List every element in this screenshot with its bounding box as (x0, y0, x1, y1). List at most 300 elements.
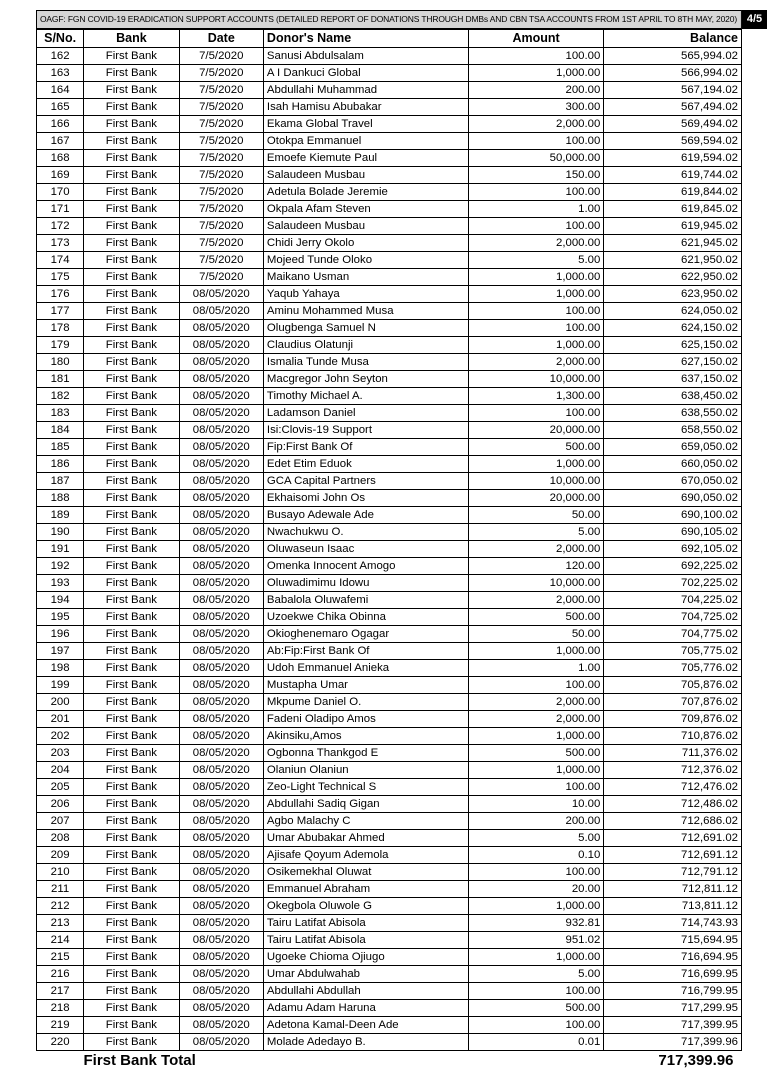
cell-date: 08/05/2020 (179, 864, 263, 881)
cell-sno: 218 (37, 1000, 84, 1017)
cell-bank: First Bank (84, 473, 179, 490)
cell-sno: 203 (37, 745, 84, 762)
report-header (36, 10, 767, 29)
cell-donor-name: Yaqub Yahaya (263, 286, 468, 303)
cell-bank: First Bank (84, 354, 179, 371)
cell-date: 7/5/2020 (179, 99, 263, 116)
cell-date: 7/5/2020 (179, 167, 263, 184)
table-row (37, 711, 742, 728)
cell-amount: 100.00 (468, 218, 604, 235)
table-row (37, 490, 742, 507)
table-row (37, 456, 742, 473)
cell-bank: First Bank (84, 133, 179, 150)
cell-bank: First Bank (84, 609, 179, 626)
cell-amount: 1,000.00 (468, 337, 604, 354)
cell-sno: 210 (37, 864, 84, 881)
cell-date: 7/5/2020 (179, 150, 263, 167)
cell-amount: 500.00 (468, 1000, 604, 1017)
cell-balance: 717,399.96 (604, 1034, 742, 1051)
page-number-badge: 4/5 (742, 10, 767, 29)
table-row (37, 847, 742, 864)
cell-sno: 202 (37, 728, 84, 745)
cell-bank: First Bank (84, 558, 179, 575)
cell-date: 08/05/2020 (179, 575, 263, 592)
cell-amount: 951.02 (468, 932, 604, 949)
cell-donor-name: Umar Abubakar Ahmed (263, 830, 468, 847)
cell-date: 08/05/2020 (179, 388, 263, 405)
cell-donor-name: Isi:Clovis-19 Support (263, 422, 468, 439)
cell-donor-name: Zeo-Light Technical S (263, 779, 468, 796)
cell-donor-name: Salaudeen Musbau (263, 167, 468, 184)
cell-bank: First Bank (84, 286, 179, 303)
table-row (37, 201, 742, 218)
cell-balance: 712,691.12 (604, 847, 742, 864)
cell-amount: 2,000.00 (468, 711, 604, 728)
cell-balance: 715,694.95 (604, 932, 742, 949)
cell-donor-name: Salaudeen Musbau (263, 218, 468, 235)
cell-sno: 184 (37, 422, 84, 439)
cell-donor-name: Abdullahi Abdullah (263, 983, 468, 1000)
cell-date: 08/05/2020 (179, 507, 263, 524)
cell-sno: 178 (37, 320, 84, 337)
cell-date: 08/05/2020 (179, 541, 263, 558)
cell-date: 08/05/2020 (179, 439, 263, 456)
cell-balance: 619,945.02 (604, 218, 742, 235)
cell-donor-name: A I Dankuci Global (263, 65, 468, 82)
table-row (37, 150, 742, 167)
column-header-donor: Donor's Name (263, 30, 468, 48)
cell-date: 08/05/2020 (179, 490, 263, 507)
cell-balance: 711,376.02 (604, 745, 742, 762)
cell-donor-name: Busayo Adewale Ade (263, 507, 468, 524)
cell-sno: 193 (37, 575, 84, 592)
cell-sno: 206 (37, 796, 84, 813)
cell-date: 08/05/2020 (179, 932, 263, 949)
table-row (37, 286, 742, 303)
cell-bank: First Bank (84, 337, 179, 354)
cell-bank: First Bank (84, 422, 179, 439)
cell-balance: 705,776.02 (604, 660, 742, 677)
cell-balance: 619,844.02 (604, 184, 742, 201)
cell-sno: 163 (37, 65, 84, 82)
table-row (37, 626, 742, 643)
header-row (37, 30, 742, 48)
cell-sno: 164 (37, 82, 84, 99)
cell-donor-name: Ekama Global Travel (263, 116, 468, 133)
table-row (37, 507, 742, 524)
cell-sno: 183 (37, 405, 84, 422)
table-row (37, 762, 742, 779)
table-row (37, 813, 742, 830)
cell-donor-name: Macgregor John Seyton (263, 371, 468, 388)
cell-date: 7/5/2020 (179, 252, 263, 269)
cell-bank: First Bank (84, 269, 179, 286)
cell-bank: First Bank (84, 932, 179, 949)
table-row (37, 609, 742, 626)
cell-balance: 567,194.02 (604, 82, 742, 99)
cell-amount: 120.00 (468, 558, 604, 575)
cell-amount: 2,000.00 (468, 354, 604, 371)
table-row (37, 184, 742, 201)
cell-balance: 716,699.95 (604, 966, 742, 983)
cell-donor-name: Fadeni Oladipo Amos (263, 711, 468, 728)
table-body (37, 48, 742, 1051)
table-row (37, 388, 742, 405)
cell-donor-name: Adamu Adam Haruna (263, 1000, 468, 1017)
cell-sno: 213 (37, 915, 84, 932)
cell-date: 08/05/2020 (179, 592, 263, 609)
cell-sno: 187 (37, 473, 84, 490)
cell-balance: 624,150.02 (604, 320, 742, 337)
cell-date: 08/05/2020 (179, 1017, 263, 1034)
table-row (37, 983, 742, 1000)
cell-date: 7/5/2020 (179, 201, 263, 218)
cell-date: 08/05/2020 (179, 337, 263, 354)
cell-sno: 214 (37, 932, 84, 949)
table-row (37, 269, 742, 286)
cell-balance: 690,050.02 (604, 490, 742, 507)
cell-amount: 10.00 (468, 796, 604, 813)
cell-donor-name: Ladamson Daniel (263, 405, 468, 422)
cell-donor-name: Emoefe Kiemute Paul (263, 150, 468, 167)
table-row (37, 48, 742, 65)
table-row (37, 354, 742, 371)
table-row (37, 65, 742, 82)
table-row (37, 1034, 742, 1051)
cell-balance: 712,791.12 (604, 864, 742, 881)
table-row (37, 592, 742, 609)
cell-donor-name: Okegbola Oluwole G (263, 898, 468, 915)
column-header-sno: S/No. (37, 30, 84, 48)
cell-balance: 716,799.95 (604, 983, 742, 1000)
cell-bank: First Bank (84, 694, 179, 711)
cell-date: 08/05/2020 (179, 1034, 263, 1051)
cell-bank: First Bank (84, 456, 179, 473)
cell-donor-name: Omenka Innocent Amogo (263, 558, 468, 575)
cell-balance: 717,399.95 (604, 1017, 742, 1034)
cell-amount: 10,000.00 (468, 473, 604, 490)
total-label: First Bank Total (83, 1052, 196, 1069)
table-footer (37, 1051, 742, 1072)
cell-bank: First Bank (84, 847, 179, 864)
cell-date: 08/05/2020 (179, 762, 263, 779)
cell-amount: 20.00 (468, 881, 604, 898)
column-header-amount: Amount (468, 30, 604, 48)
cell-donor-name: Ismalia Tunde Musa (263, 354, 468, 371)
cell-date: 08/05/2020 (179, 371, 263, 388)
table-row (37, 915, 742, 932)
cell-sno: 211 (37, 881, 84, 898)
cell-date: 08/05/2020 (179, 303, 263, 320)
cell-amount: 2,000.00 (468, 116, 604, 133)
cell-amount: 1,000.00 (468, 286, 604, 303)
cell-bank: First Bank (84, 235, 179, 252)
cell-date: 7/5/2020 (179, 48, 263, 65)
cell-bank: First Bank (84, 65, 179, 82)
cell-date: 08/05/2020 (179, 898, 263, 915)
cell-balance: 692,225.02 (604, 558, 742, 575)
cell-sno: 186 (37, 456, 84, 473)
cell-donor-name: Okioghenemaro Ogagar (263, 626, 468, 643)
cell-balance: 619,744.02 (604, 167, 742, 184)
cell-balance: 623,950.02 (604, 286, 742, 303)
cell-amount: 100.00 (468, 405, 604, 422)
cell-date: 08/05/2020 (179, 456, 263, 473)
cell-balance: 565,994.02 (604, 48, 742, 65)
cell-sno: 189 (37, 507, 84, 524)
cell-sno: 192 (37, 558, 84, 575)
table-row (37, 949, 742, 966)
cell-date: 08/05/2020 (179, 983, 263, 1000)
table-row (37, 405, 742, 422)
table-row (37, 116, 742, 133)
cell-sno: 208 (37, 830, 84, 847)
cell-bank: First Bank (84, 592, 179, 609)
cell-sno: 199 (37, 677, 84, 694)
cell-date: 08/05/2020 (179, 796, 263, 813)
total-value: 717,399.96 (658, 1052, 734, 1069)
cell-amount: 100.00 (468, 779, 604, 796)
cell-sno: 200 (37, 694, 84, 711)
table-row (37, 796, 742, 813)
cell-balance: 638,550.02 (604, 405, 742, 422)
cell-amount: 5.00 (468, 524, 604, 541)
cell-amount: 2,000.00 (468, 694, 604, 711)
cell-date: 08/05/2020 (179, 881, 263, 898)
cell-balance: 624,050.02 (604, 303, 742, 320)
cell-balance: 712,476.02 (604, 779, 742, 796)
cell-date: 08/05/2020 (179, 524, 263, 541)
cell-balance: 670,050.02 (604, 473, 742, 490)
cell-donor-name: Timothy Michael A. (263, 388, 468, 405)
cell-sno: 166 (37, 116, 84, 133)
cell-date: 08/05/2020 (179, 320, 263, 337)
cell-balance: 714,743.93 (604, 915, 742, 932)
cell-date: 08/05/2020 (179, 286, 263, 303)
cell-bank: First Bank (84, 201, 179, 218)
cell-sno: 197 (37, 643, 84, 660)
table-row (37, 677, 742, 694)
cell-sno: 204 (37, 762, 84, 779)
cell-donor-name: Ekhaisomi John Os (263, 490, 468, 507)
cell-balance: 658,550.02 (604, 422, 742, 439)
table-row (37, 218, 742, 235)
cell-donor-name: Adetona Kamal-Deen Ade (263, 1017, 468, 1034)
cell-bank: First Bank (84, 779, 179, 796)
cell-amount: 1,000.00 (468, 898, 604, 915)
cell-bank: First Bank (84, 303, 179, 320)
cell-date: 7/5/2020 (179, 82, 263, 99)
table-row (37, 864, 742, 881)
cell-sno: 171 (37, 201, 84, 218)
table-row (37, 99, 742, 116)
cell-donor-name: Ajisafe Qoyum Ademola (263, 847, 468, 864)
cell-amount: 1,000.00 (468, 949, 604, 966)
cell-balance: 622,950.02 (604, 269, 742, 286)
cell-donor-name: Olugbenga Samuel N (263, 320, 468, 337)
cell-bank: First Bank (84, 507, 179, 524)
column-header-bank: Bank (84, 30, 179, 48)
cell-balance: 712,811.12 (604, 881, 742, 898)
cell-date: 08/05/2020 (179, 643, 263, 660)
cell-amount: 100.00 (468, 864, 604, 881)
cell-amount: 0.01 (468, 1034, 604, 1051)
cell-balance: 569,494.02 (604, 116, 742, 133)
cell-donor-name: Mkpume Daniel O. (263, 694, 468, 711)
cell-donor-name: Oluwaseun Isaac (263, 541, 468, 558)
cell-sno: 172 (37, 218, 84, 235)
cell-bank: First Bank (84, 898, 179, 915)
cell-donor-name: Abdullahi Sadiq Gigan (263, 796, 468, 813)
cell-donor-name: Mojeed Tunde Oloko (263, 252, 468, 269)
cell-bank: First Bank (84, 371, 179, 388)
cell-balance: 712,686.02 (604, 813, 742, 830)
cell-balance: 705,876.02 (604, 677, 742, 694)
cell-donor-name: Chidi Jerry Okolo (263, 235, 468, 252)
cell-amount: 150.00 (468, 167, 604, 184)
cell-balance: 619,845.02 (604, 201, 742, 218)
table-row (37, 473, 742, 490)
cell-date: 08/05/2020 (179, 966, 263, 983)
cell-amount: 100.00 (468, 133, 604, 150)
cell-bank: First Bank (84, 388, 179, 405)
cell-amount: 500.00 (468, 439, 604, 456)
cell-sno: 194 (37, 592, 84, 609)
cell-amount: 5.00 (468, 252, 604, 269)
cell-sno: 215 (37, 949, 84, 966)
cell-bank: First Bank (84, 983, 179, 1000)
cell-amount: 200.00 (468, 813, 604, 830)
cell-balance: 660,050.02 (604, 456, 742, 473)
cell-amount: 1.00 (468, 660, 604, 677)
cell-sno: 167 (37, 133, 84, 150)
cell-bank: First Bank (84, 745, 179, 762)
cell-sno: 182 (37, 388, 84, 405)
cell-sno: 170 (37, 184, 84, 201)
cell-balance: 567,494.02 (604, 99, 742, 116)
cell-sno: 188 (37, 490, 84, 507)
cell-date: 08/05/2020 (179, 626, 263, 643)
table-row (37, 1000, 742, 1017)
cell-donor-name: Akinsiku,Amos (263, 728, 468, 745)
cell-amount: 50.00 (468, 626, 604, 643)
table-row (37, 898, 742, 915)
cell-bank: First Bank (84, 1017, 179, 1034)
cell-amount: 500.00 (468, 609, 604, 626)
cell-amount: 50.00 (468, 507, 604, 524)
cell-donor-name: Maikano Usman (263, 269, 468, 286)
cell-sno: 173 (37, 235, 84, 252)
cell-bank: First Bank (84, 1000, 179, 1017)
cell-bank: First Bank (84, 405, 179, 422)
table-row (37, 966, 742, 983)
cell-amount: 1,000.00 (468, 456, 604, 473)
table-row (37, 932, 742, 949)
cell-balance: 704,725.02 (604, 609, 742, 626)
cell-balance: 712,376.02 (604, 762, 742, 779)
cell-balance: 690,100.02 (604, 507, 742, 524)
cell-bank: First Bank (84, 218, 179, 235)
cell-donor-name: Fip:First Bank Of (263, 439, 468, 456)
cell-bank: First Bank (84, 541, 179, 558)
cell-date: 7/5/2020 (179, 184, 263, 201)
cell-bank: First Bank (84, 116, 179, 133)
table-row (37, 82, 742, 99)
cell-donor-name: Molade Adedayo B. (263, 1034, 468, 1051)
cell-bank: First Bank (84, 82, 179, 99)
report-title: OAGF: FGN COVID-19 ERADICATION SUPPORT ACCOUNTS (DETAILED REPORT OF DONATIONS THROUGH DMBs AND CBN TSA ACCOUNTS FROM 1ST APRIL TO 8TH MAY, 2020) (36, 10, 742, 29)
column-header-date: Date (179, 30, 263, 48)
table-row (37, 830, 742, 847)
table-row (37, 745, 742, 762)
cell-sno: 180 (37, 354, 84, 371)
cell-donor-name: Ab:Fip:First Bank Of (263, 643, 468, 660)
cell-amount: 50,000.00 (468, 150, 604, 167)
cell-date: 08/05/2020 (179, 813, 263, 830)
cell-sno: 209 (37, 847, 84, 864)
cell-sno: 165 (37, 99, 84, 116)
cell-amount: 5.00 (468, 830, 604, 847)
cell-amount: 5.00 (468, 966, 604, 983)
cell-bank: First Bank (84, 728, 179, 745)
table-row (37, 643, 742, 660)
cell-sno: 191 (37, 541, 84, 558)
cell-donor-name: Umar Abdulwahab (263, 966, 468, 983)
table-row (37, 439, 742, 456)
cell-bank: First Bank (84, 881, 179, 898)
cell-amount: 1,000.00 (468, 762, 604, 779)
cell-balance: 569,594.02 (604, 133, 742, 150)
cell-amount: 20,000.00 (468, 422, 604, 439)
cell-balance: 692,105.02 (604, 541, 742, 558)
cell-balance: 712,691.02 (604, 830, 742, 847)
cell-sno: 198 (37, 660, 84, 677)
cell-date: 7/5/2020 (179, 65, 263, 82)
cell-amount: 2,000.00 (468, 541, 604, 558)
cell-amount: 1,300.00 (468, 388, 604, 405)
cell-bank: First Bank (84, 677, 179, 694)
cell-bank: First Bank (84, 660, 179, 677)
cell-donor-name: Okpala Afam Steven (263, 201, 468, 218)
cell-bank: First Bank (84, 762, 179, 779)
cell-date: 08/05/2020 (179, 609, 263, 626)
cell-date: 7/5/2020 (179, 269, 263, 286)
cell-donor-name: Edet Etim Eduok (263, 456, 468, 473)
cell-amount: 1.00 (468, 201, 604, 218)
cell-donor-name: Aminu Mohammed Musa (263, 303, 468, 320)
cell-bank: First Bank (84, 1034, 179, 1051)
cell-balance: 627,150.02 (604, 354, 742, 371)
cell-amount: 20,000.00 (468, 490, 604, 507)
cell-amount: 10,000.00 (468, 575, 604, 592)
cell-bank: First Bank (84, 150, 179, 167)
cell-donor-name: Udoh Emmanuel Anieka (263, 660, 468, 677)
cell-balance: 704,225.02 (604, 592, 742, 609)
cell-amount: 200.00 (468, 82, 604, 99)
cell-donor-name: Emmanuel Abraham (263, 881, 468, 898)
cell-amount: 100.00 (468, 1017, 604, 1034)
cell-amount: 100.00 (468, 677, 604, 694)
cell-bank: First Bank (84, 48, 179, 65)
cell-date: 08/05/2020 (179, 847, 263, 864)
cell-amount: 100.00 (468, 303, 604, 320)
cell-sno: 174 (37, 252, 84, 269)
cell-donor-name: Uzoekwe Chika Obinna (263, 609, 468, 626)
table-row (37, 133, 742, 150)
donations-table (36, 29, 742, 1071)
cell-donor-name: Nwachukwu O. (263, 524, 468, 541)
table-row (37, 881, 742, 898)
